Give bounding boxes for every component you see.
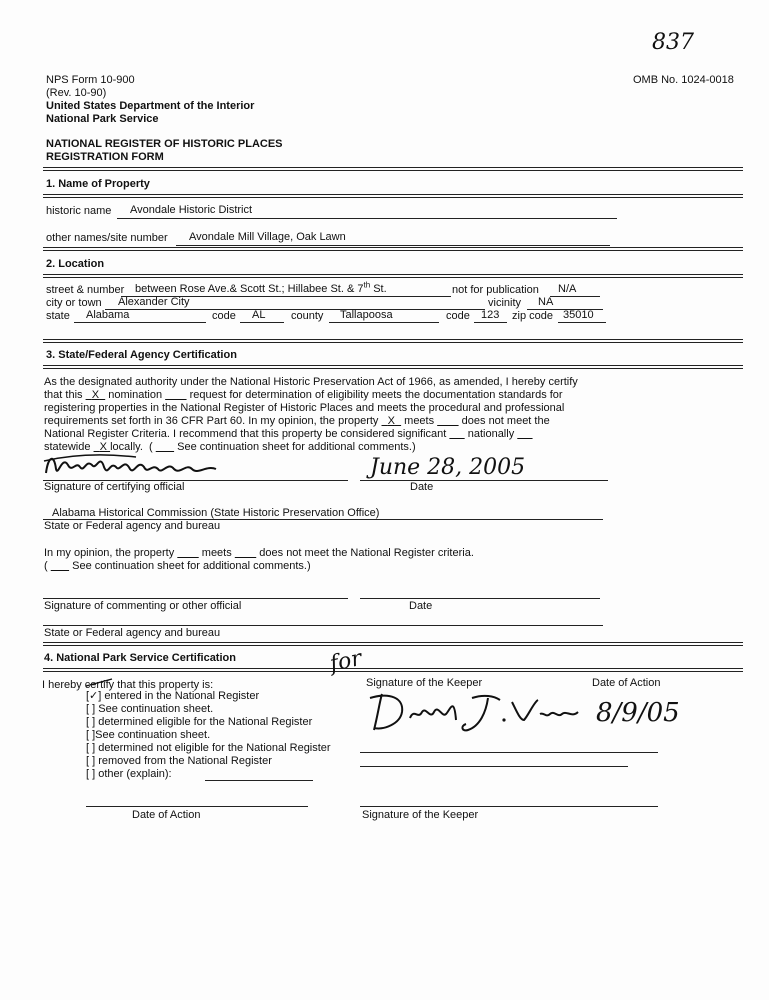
state-code-label: code [212,310,236,322]
county-code-value[interactable]: 123 [481,309,500,321]
opinion-line-2: ( See continuation sheet for additional comments.) [44,560,311,572]
nationally-trailing-blank[interactable] [517,428,532,440]
department-name: United States Department of the Interior [46,100,255,112]
city-value[interactable]: Alexander City [118,296,190,308]
certify-statement: I hereby certify that this property is: [42,679,214,691]
keeper-date-handwritten[interactable]: 8/9/05 [596,698,680,728]
nationally-blank[interactable] [449,428,464,440]
state-code-value[interactable]: AL [252,309,266,321]
agency-value[interactable]: Alabama Historical Commission (State Historic Preservation Office) [52,507,380,519]
cert-line-5: National Register Criteria. I recommend that this property be considered significant nationally [44,428,533,441]
historic-name-line [117,218,617,219]
bottom-date-of-action-label: Date of Action [132,809,201,821]
separator [43,668,743,672]
separator [43,194,743,198]
keeper-signature-label: Signature of the Keeper [366,677,483,689]
for-handwritten: for [327,645,365,678]
checkbox[interactable]: [ ] [86,768,96,780]
not-for-publication-label: not for publication [452,284,539,296]
status-item[interactable]: [ ] removed from the National Register [86,755,272,767]
signature-label: Signature of certifying official [44,481,185,493]
nfp-line [550,296,600,297]
county-line [329,322,439,323]
cert-line-6: statewide X locally. ( See continuation sheet for additional comments.) [44,441,416,453]
keeper-line [360,766,628,767]
commenting-date-line [360,598,600,599]
form-subtitle: REGISTRATION FORM [46,151,164,163]
section4-heading: 4. National Park Service Certification [44,652,236,664]
date-label: Date [410,481,434,493]
checkbox[interactable]: [ ] [86,716,96,728]
opinion-meets-blank[interactable] [177,547,198,559]
agency-label: State or Federal agency and bureau [44,520,221,532]
checkbox[interactable]: [ ] [86,729,96,741]
meets-mark[interactable]: X [387,415,395,427]
certifying-official-signature [40,447,230,483]
opinion-continuation-blank[interactable] [51,560,69,572]
vicinity-value[interactable]: NA [538,296,554,308]
checkbox[interactable]: [ ] [86,755,96,767]
cert-line-1: As the designated authority under the National Historic Preservation Act of 1966, as amended, I hereby certify [44,376,578,388]
historic-name-value[interactable]: Avondale Historic District [130,204,253,216]
county-label: county [291,310,324,322]
vicinity-label: vicinity [488,297,522,309]
strike-mark [84,676,114,690]
separator [43,247,743,251]
other-explain-line [205,780,313,781]
cert-line-3: registering properties in the National Register of Historic Places and meets the procedural and professional [44,402,565,414]
separator [43,642,743,646]
keeper-line [360,752,658,753]
status-item[interactable]: [ ]See continuation sheet. [86,729,211,741]
section1-heading: 1. Name of Property [46,178,150,190]
omb-number: OMB No. 1024-0018 [633,74,734,86]
zip-label: zip code [512,310,553,322]
city-label: city or town [46,297,102,309]
separator [43,167,743,171]
commenting-signature-label: Signature of commenting or other official [44,600,242,612]
form-number: NPS Form 10-900 [46,74,135,86]
does-not-meet-blank[interactable] [437,415,458,427]
form-title: NATIONAL REGISTER OF HISTORIC PLACES [46,138,283,150]
street-label: street & number [46,284,125,296]
other-names-line [176,245,610,246]
commenting-signature-line [43,598,348,599]
status-item[interactable]: [ ] determined not eligible for the National Register [86,742,331,754]
street-superscript: th [363,280,371,290]
bottom-keeper-label: Signature of the Keeper [362,809,479,821]
other-names-value[interactable]: Avondale Mill Village, Oak Lawn [189,231,346,243]
state-line [74,322,206,323]
historic-name-label: historic name [46,205,112,217]
status-item[interactable]: [ ] determined eligible for the National Register [86,716,313,728]
locally-mark[interactable]: X [99,441,108,453]
state-label: state [46,310,70,322]
status-item[interactable]: [ ] other (explain): [86,768,172,780]
zip-line [558,322,606,323]
opinion-not-meet-blank[interactable] [235,547,256,559]
county-value[interactable]: Tallapoosa [340,309,393,321]
county-code-line [474,322,507,323]
state-value[interactable]: Alabama [86,309,130,321]
date-line [360,480,608,481]
certification-date-handwritten[interactable]: June 28, 2005 [370,455,526,480]
checkbox[interactable]: [ ] [86,742,96,754]
section2-heading: 2. Location [46,258,105,270]
bottom-action-line [86,806,308,807]
separator [43,339,743,343]
date-of-action-label: Date of Action [592,677,661,689]
other-names-label: other names/site number [46,232,168,244]
commenting-date-label: Date [409,600,433,612]
opinion-line-1: In my opinion, the property meets does not meet the National Register criteria. [44,547,474,559]
not-for-publication-value[interactable]: N/A [558,283,577,295]
stamp-number: 837 [652,30,694,55]
nomination-mark[interactable]: X [91,389,100,401]
agency2-label: State or Federal agency and bureau [44,627,221,639]
form-revision: (Rev. 10-90) [46,87,107,99]
separator [43,365,743,369]
request-blank[interactable] [165,389,186,401]
cert-line-4: requirements set forth in 36 CFR Part 60. In my opinion, the property X meets does not meet the [44,415,550,427]
street-value[interactable]: between Rose Ave.& Scott St.; Hillabee St. & 7th St. [135,280,387,295]
service-name: National Park Service [46,113,159,125]
bottom-keeper-line [360,806,658,807]
state-code-line [240,322,284,323]
separator [43,274,743,278]
status-item[interactable]: [ ] See continuation sheet. [86,703,214,715]
agency2-line [43,625,603,626]
zip-value[interactable]: 35010 [563,309,594,321]
checkbox[interactable]: [✓] [86,690,102,702]
checkbox[interactable]: [ ] [86,703,96,715]
keeper-signature [360,690,590,734]
status-item[interactable]: [✓] entered in the National Register [86,690,260,702]
cert-line-2: that this X nomination request for determination of eligibility meets the documentation standards for [44,389,563,401]
county-code-label: code [446,310,470,322]
section3-heading: 3. State/Federal Agency Certification [46,349,237,361]
